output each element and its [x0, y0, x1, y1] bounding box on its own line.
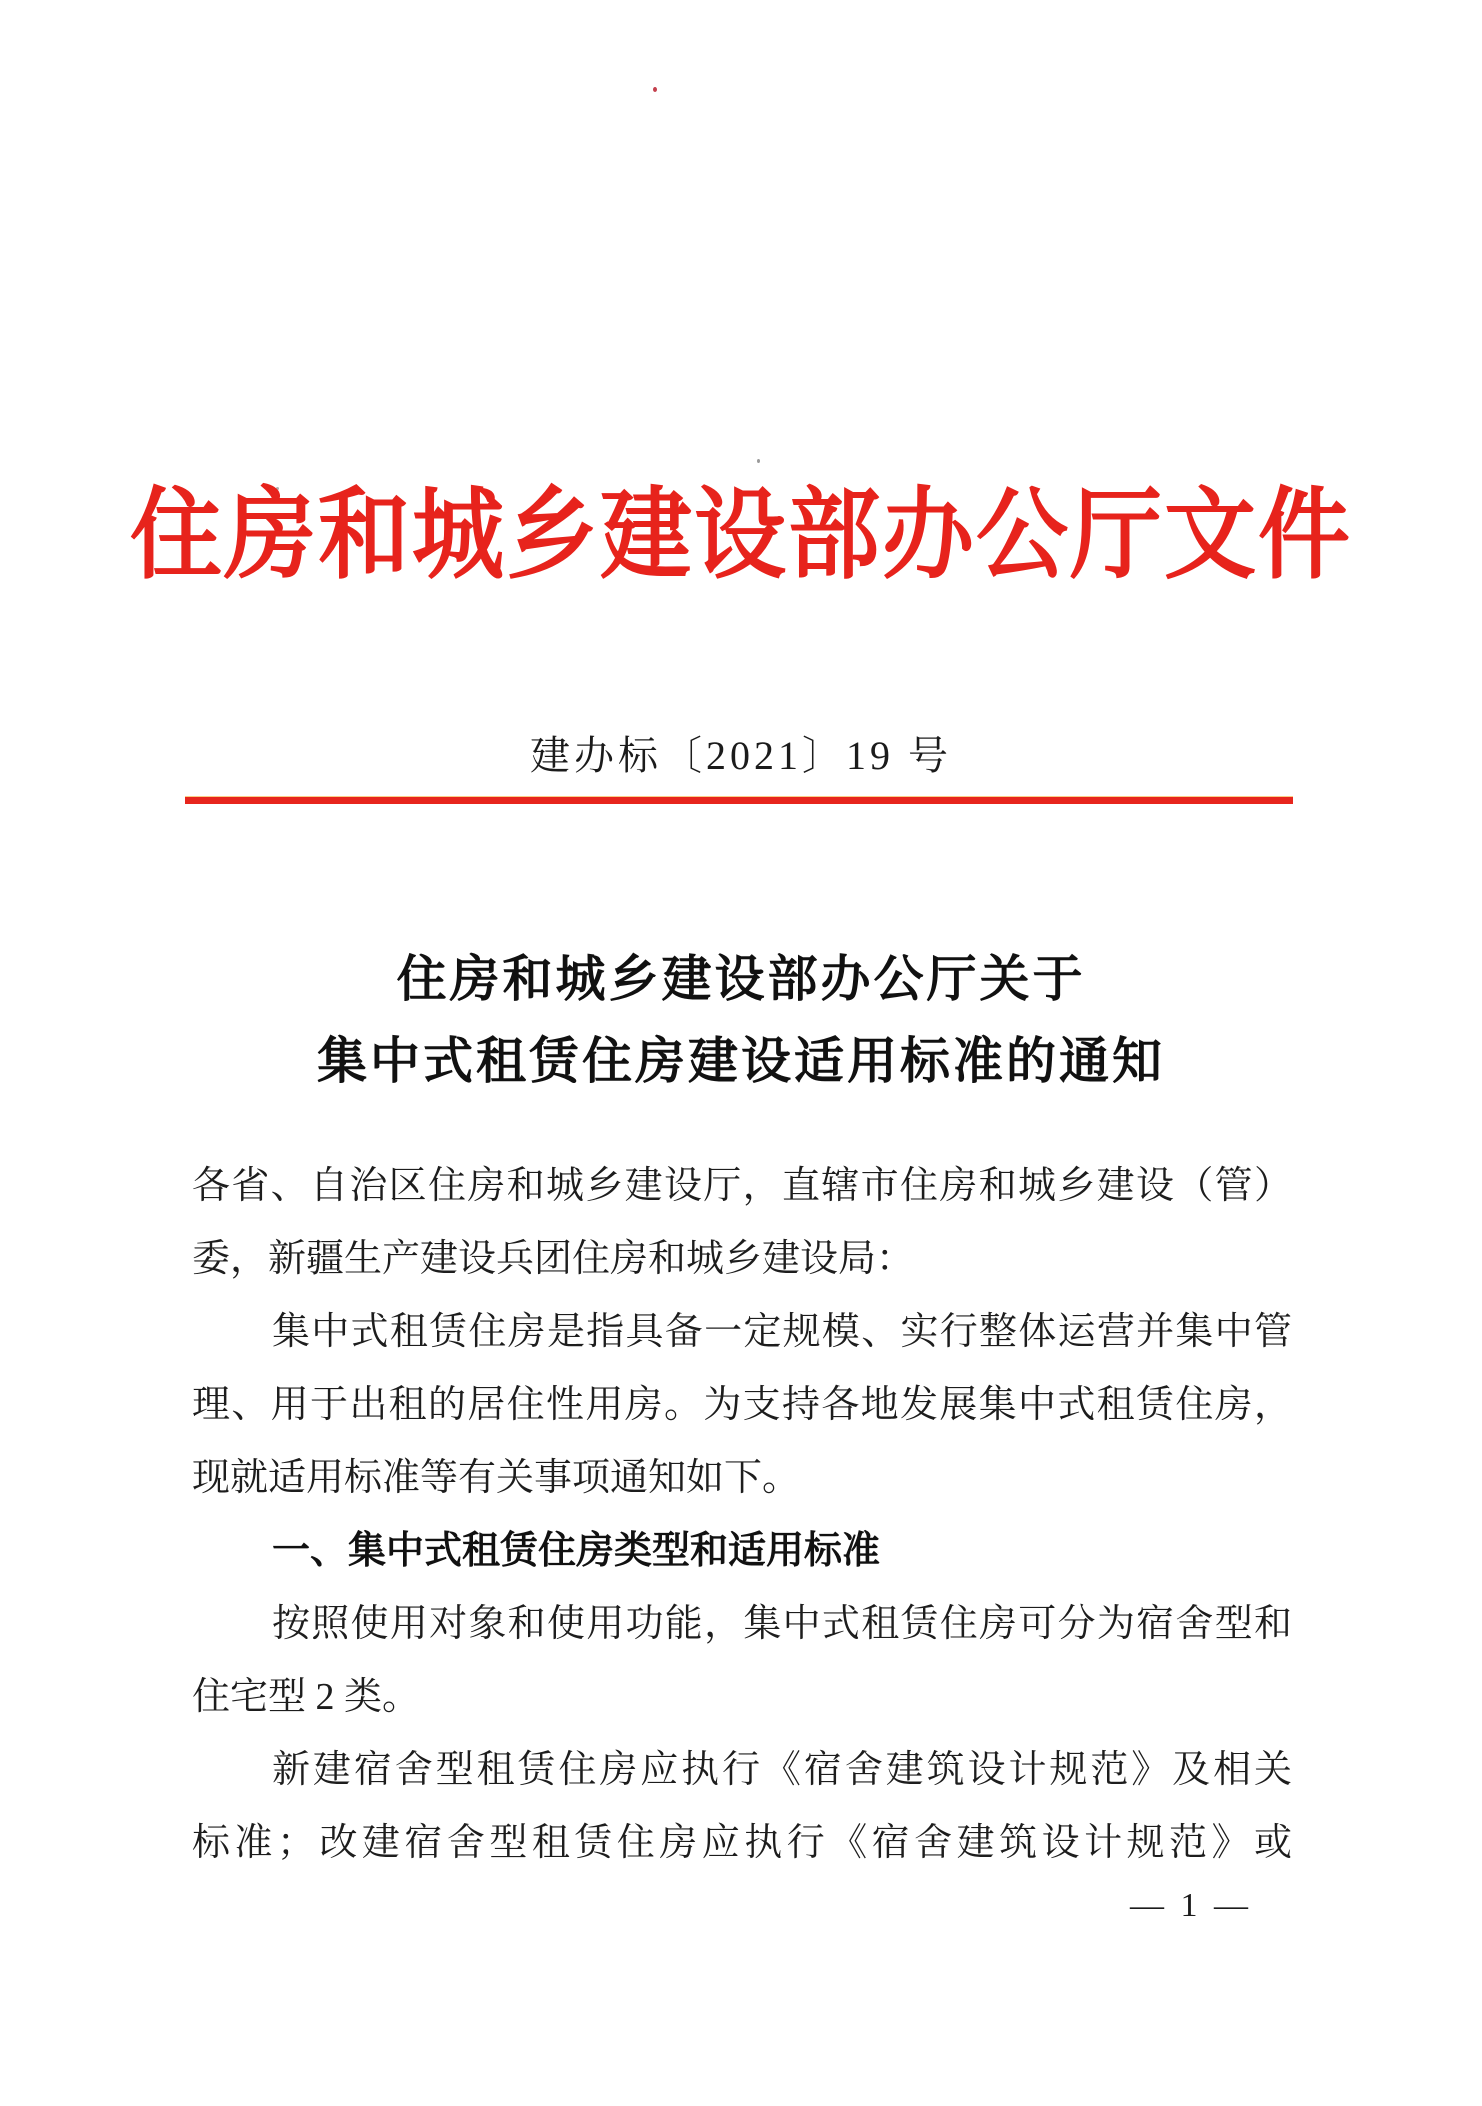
- body-line-para2-2: 住宅型 2 类。: [192, 1676, 421, 1718]
- body-line-para3-2: 标准；改建宿舍型租赁住房应执行《宿舍建筑设计规范》或: [192, 1822, 1292, 1864]
- body-line-para1-3: 现就适用标准等有关事项通知如下。: [192, 1457, 801, 1499]
- body-line-para1-2: 理、用于出租的居住性用房。为支持各地发展集中式租赁住房，: [192, 1384, 1292, 1426]
- letterhead-title: 住房和城乡建设部办公厅文件: [129, 480, 1352, 591]
- body-line-salutation-2: 委，新疆生产建设兵团住房和城乡建设局：: [192, 1238, 915, 1280]
- body-line-para1-1: 集中式租赁住房是指具备一定规模、实行整体运营并集中管: [272, 1311, 1292, 1353]
- document-body: [192, 1150, 1292, 1880]
- scan-speck: [757, 459, 760, 463]
- body-line-section-heading: 一、集中式租赁住房类型和适用标准: [272, 1530, 881, 1572]
- document-title-line-1: 住房和城乡建设部办公厅关于: [396, 951, 1086, 1007]
- body-line-para2-1: 按照使用对象和使用功能，集中式租赁住房可分为宿舍型和: [272, 1603, 1292, 1645]
- scan-speck: [653, 87, 657, 92]
- page-number: — 1 —: [1130, 1887, 1252, 1924]
- doc-number: 建办标〔2021〕19 号: [530, 733, 952, 778]
- body-line-salutation-1: 各省、自治区住房和城乡建设厅，直辖市住房和城乡建设（管）: [192, 1165, 1292, 1207]
- body-line-para3-1: 新建宿舍型租赁住房应执行《宿舍建筑设计规范》及相关: [272, 1749, 1292, 1791]
- document-title: [0, 938, 1482, 1102]
- red-divider-line: [185, 797, 1293, 804]
- document-title-line-2: 集中式租赁住房建设适用标准的通知: [317, 1033, 1165, 1089]
